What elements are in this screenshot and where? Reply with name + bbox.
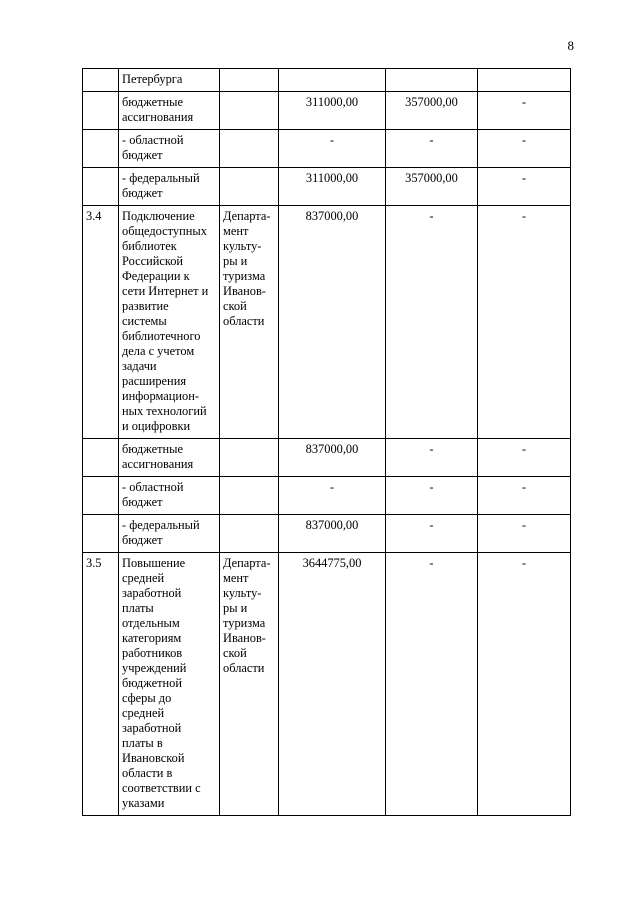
executor-cell [220, 168, 279, 206]
table-row [83, 553, 571, 816]
table-row [83, 92, 571, 130]
executor-cell [220, 130, 279, 168]
amount-year-1-cell: 311000,00 [279, 168, 386, 206]
amount-year-1-cell: - [279, 477, 386, 515]
executor-cell [220, 439, 279, 477]
amount-year-2-cell: 357000,00 [386, 92, 478, 130]
amount-year-3-cell: - [478, 168, 571, 206]
amount-year-2-cell: - [386, 553, 478, 816]
table-row [83, 477, 571, 515]
amount-year-3-cell [478, 69, 571, 92]
budget-table-body [83, 69, 571, 816]
amount-year-2-cell [386, 69, 478, 92]
amount-year-3-cell: - [478, 553, 571, 816]
executor-cell [220, 69, 279, 92]
table-row [83, 168, 571, 206]
amount-year-1-cell [279, 69, 386, 92]
activity-name-cell: Повышение средней заработной платы отдельным категориям работников учреждений бюджетной сферы до средней заработной платы в Ивановской области в соответствии с указами [119, 553, 220, 816]
amount-year-3-cell: - [478, 477, 571, 515]
table-row [83, 69, 571, 92]
amount-year-1-cell: 837000,00 [279, 439, 386, 477]
amount-year-3-cell: - [478, 439, 571, 477]
activity-name-cell: бюджетные ассигнования [119, 439, 220, 477]
activity-name-cell: - федеральный бюджет [119, 515, 220, 553]
table-row [83, 206, 571, 439]
page-number: 8 [567, 38, 574, 53]
amount-year-1-cell: - [279, 130, 386, 168]
row-number-cell [83, 130, 119, 168]
row-number-cell [83, 168, 119, 206]
executor-cell [220, 92, 279, 130]
executor-cell [220, 477, 279, 515]
amount-year-3-cell: - [478, 206, 571, 439]
amount-year-2-cell: - [386, 477, 478, 515]
activity-name-cell: - областной бюджет [119, 477, 220, 515]
activity-name-cell: Петербурга [119, 69, 220, 92]
amount-year-1-cell: 3644775,00 [279, 553, 386, 816]
amount-year-2-cell: - [386, 206, 478, 439]
activity-name-cell: Подключение общедоступных библиотек Российской Федерации к сети Интернет и развитие системы библиотечного дела с учетом задачи расширения информацион- ных технологий и оцифровки [119, 206, 220, 439]
row-number-cell [83, 515, 119, 553]
amount-year-1-cell: 311000,00 [279, 92, 386, 130]
amount-year-1-cell: 837000,00 [279, 515, 386, 553]
row-number-cell [83, 69, 119, 92]
amount-year-3-cell: - [478, 515, 571, 553]
row-number-cell: 3.4 [83, 206, 119, 439]
amount-year-2-cell: - [386, 515, 478, 553]
executor-cell: Департа- мент культу- ры и туризма Иванов- ской области [220, 553, 279, 816]
row-number-cell: 3.5 [83, 553, 119, 816]
amount-year-2-cell: - [386, 130, 478, 168]
activity-name-cell: - федеральный бюджет [119, 168, 220, 206]
row-number-cell [83, 477, 119, 515]
activity-name-cell: - областной бюджет [119, 130, 220, 168]
amount-year-3-cell: - [478, 92, 571, 130]
executor-cell: Департа- мент культу- ры и туризма Иванов- ской области [220, 206, 279, 439]
table-row [83, 439, 571, 477]
row-number-cell [83, 439, 119, 477]
amount-year-3-cell: - [478, 130, 571, 168]
amount-year-2-cell: 357000,00 [386, 168, 478, 206]
amount-year-1-cell: 837000,00 [279, 206, 386, 439]
executor-cell [220, 515, 279, 553]
budget-table [82, 68, 571, 816]
table-row [83, 515, 571, 553]
row-number-cell [83, 92, 119, 130]
amount-year-2-cell: - [386, 439, 478, 477]
table-row [83, 130, 571, 168]
activity-name-cell: бюджетные ассигнования [119, 92, 220, 130]
